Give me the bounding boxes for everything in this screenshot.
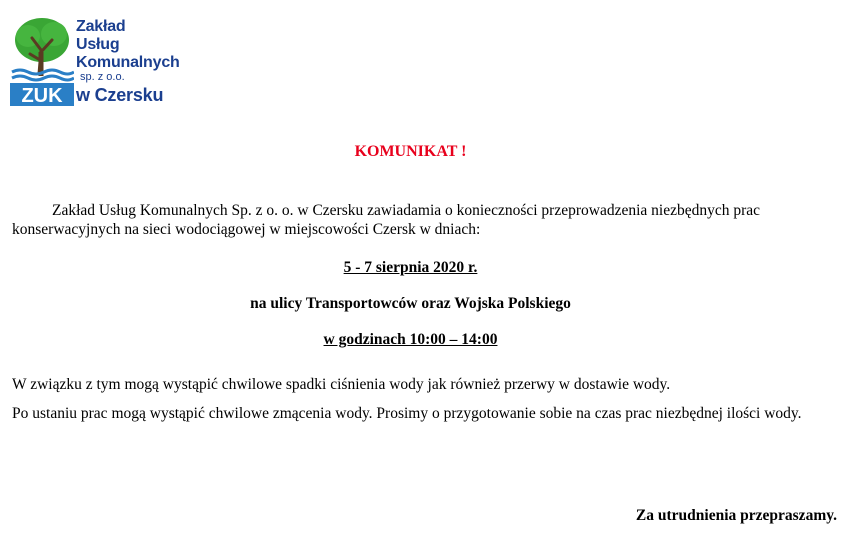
notice-title: KOMUNIKAT ! (354, 143, 467, 160)
zuk-logo-mark (10, 16, 74, 106)
notice-intro: Zakład Usług Komunalnych Sp. z o. o. w Czersku zawiadamia o konieczności przeprowadzenia niezbędnych prac konserwacyjnych na sieci wodociągowej w miejscowości Czersk w dniach: (12, 202, 761, 238)
notice-dates: 5 - 7 sierpnia 2020 r. (343, 259, 478, 276)
logo-line-3: Komunalnych (76, 54, 180, 71)
logo-line-2: Usług (76, 36, 120, 53)
notice-apology: Za utrudnienia przepraszamy. (635, 507, 837, 524)
notice-pressure-note: W związku z tym mogą wystąpić chwilowe spadki ciśnienia wody jak również przerwy w dostawie wody. (12, 376, 671, 393)
logo-line-4: sp. z o.o. (80, 71, 125, 83)
logo-line-1: Zakład (76, 18, 126, 35)
notice-hours: w godzinach 10:00 – 14:00 (323, 331, 498, 348)
logo-line-5: w Czersku (76, 85, 164, 105)
notice-after-note: Po ustaniu prac mogą wystąpić chwilowe zmącenia wody. Prosimy o przygotowanie sobie na czas prac niezbędnej ilości wody. (12, 405, 802, 422)
notice-streets: na ulicy Transportowców oraz Wojska Polskiego (250, 295, 571, 312)
logo-mark-text: ZUK (21, 85, 63, 106)
company-logo (10, 16, 200, 106)
